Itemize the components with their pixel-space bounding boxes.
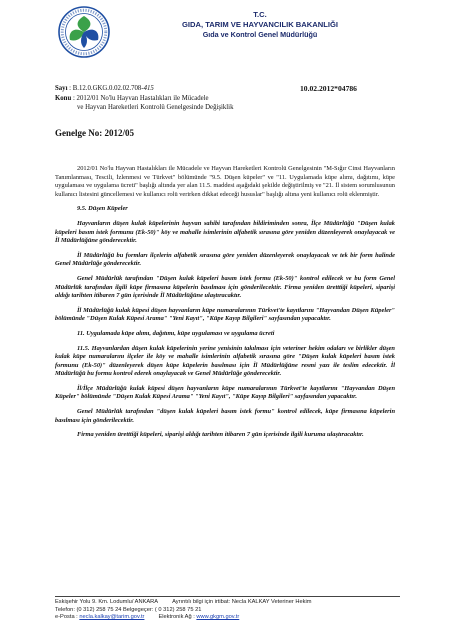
footer-eposta-label: e-Posta : xyxy=(55,614,80,621)
paragraph-2: İl Müdürlüğü bu formları ilçelerin alfabetik sırasına göre yeniden düzenleyerek onaylayacak ve tek bir form halinde Genel Müdürlüğe gönderecektir. xyxy=(55,251,395,268)
paragraph-7: Genel Müdürlük tarafından "düşen kulak küpeleri basım istek formu" kontrol edilecek, küpe firmasına küpelerin basılması için gönderilecektir. xyxy=(55,408,395,424)
paragraph-1: Hayvanların düşen kulak küpelerinin hayvan sahibi tarafından bildiriminden sonra, İlçe Müdürlüğü "Düşen kulak küpeleri basım istek formunu (Ek-50)" köy ve mahalle isimlerinin alfabetik sırasına göre yeniden düzenleyerek onaylayacak ve İl Müdürlüğüne gönderecektir. xyxy=(55,219,395,245)
konu-value-1: : 2012/01 No'lu Hayvan Hastalıkları ile Mücadele xyxy=(72,94,209,102)
document-date: 10.02.2012*04786 xyxy=(300,84,357,93)
konu-value-2: ve Hayvan Hareketleri Kontrolü Genelgesinde Değişiklik xyxy=(77,104,234,111)
sayi-label: Sayı xyxy=(55,85,68,92)
footer-contact: Ayrıntılı bilgi için irtibat: Necla KALKAY Veteriner Hekim xyxy=(172,599,312,605)
sayi-suffix: 415 xyxy=(143,85,154,92)
paragraph-4: İl Müdürlüğü kulak küpesi düşen hayvanların küpe numaralarının Türkvet'te kayıtlarını "Hayvandan Düşen Küpeler" bölümünde "Düşen Kulak Küpesi Arama" "Yeni Kayıt", "Küpe Kayıp Bilgileri" sayfasından yapacaktır. xyxy=(55,306,395,323)
letterhead-line-1: T.C. xyxy=(253,10,267,19)
section-heading-11: 11. Uygulamada küpe alımı, dağıtımı, küpe uygulaması ve uygulama ücreti xyxy=(77,329,275,337)
konu-label: Konu xyxy=(55,94,72,102)
letterhead xyxy=(110,10,410,40)
letterhead-line-2: GIDA, TARIM VE HAYVANCILIK BAKANLIĞI xyxy=(182,20,338,29)
paragraph-8: Firma yeniden üretttiği küpeleri, siparişi aldığı tarihten itibaren 7 gün içerisinde ilgili kuruma ulaştıracaktır. xyxy=(77,431,364,439)
page-title: Genelge No: 2012/05 xyxy=(55,128,134,138)
intro-paragraph: 2012/01 No'lu Hayvan Hastalıkları ile Mücadele ve Hayvan Hareketleri Kontrolü Genelgesinin "M-Sığır Cinsi Hayvanların Tanımlanması, Tescili, İzlenmesi ve Türkvet" bölümünde "9.5. Düşen küpeler" ve "11. Uygulamada küpe alımı, dağıtımı, küpe uygulaması ve uygulama ücreti" başlığı altında yer alan 11.5. maddesi aşağıdaki şekilde değiştirilmiş ve "21. İl sistem sorumlusunun kullanıcı listesini güncellemesi ve kullanıcı rolü verirken dikkat edeceği hususlar" başlığı altına yeni kullanıcı rolü eklenmiştir. xyxy=(55,165,395,198)
paragraph-6: İl/İlçe Müdürlüğü kulak küpesi düşen hayvanların küpe numaralarının Türkvet'te kayıtlarını "Hayvandan Düşen Küpeler" bölümünde "Düşen Kulak Küpesi Arama" "Yeni Kayıt", "Küpe Kayıp Bilgileri" sayfasından yapacaktır. xyxy=(55,384,395,401)
section-heading-9-5: 9.5. Düşen Küpeler xyxy=(77,205,128,213)
paragraph-3: Genel Müdürlük tarafından "Düşen kulak küpeleri basım istek formu (Ek-50)" kontrol edilecek ve bu form Genel Müdürlük tarafından ilgili küpe firmasına küpelerin basılması için gönderilecektir. Firma yeniden üretttiği küpeleri, siparişi aldığı tarihten itibaren 7 gün içerisinde İl Müdürlüğüne ulaştıracaktır. xyxy=(55,274,395,300)
footer-web-label: Elektronik Ağ : xyxy=(158,614,197,621)
sayi-value: : B.12.0.GKG.0.02.02.708- xyxy=(69,85,144,92)
ministry-logo xyxy=(58,6,110,58)
letterhead-line-3: Gıda ve Kontrol Genel Müdürlüğü xyxy=(202,30,318,39)
document-meta xyxy=(55,84,233,113)
footer-phone: Telefon: (0 312) 258 75 24 Belgegeçer: ( 0 312) 258 75 21 xyxy=(55,606,202,613)
document-body xyxy=(55,165,395,446)
footer-address: Eskişehir Yolu 9. Km. Lodumlu/ ANKARA xyxy=(55,599,159,605)
footer-email-link[interactable]: necla.kalkay@tarim.gov.tr xyxy=(79,614,145,621)
paragraph-5: 11.5. Hayvanlardan düşen kulak küpelerinin yerine yenisinin takılması için veteriner hekim odaları ve birlikler düşen kulak küpe numaralarını ilçeler ile köy ve mahalle isimlerinin alfabetik sırasına göre "Düşen kulak küpeleri basım istek formunu (Ek-50)" düzenleyerek düşen küpe küpelerin basılması için İl Müdürlüğüne resmi yazı ile teslim edecektir. İl Müdürlüğü bu formu kontrol ederek onaylayacak ve Genel Müdürlüğe gönderecektir. xyxy=(55,344,395,378)
page-footer xyxy=(55,596,400,622)
footer-web-link[interactable]: www.gkgm.gov.tr xyxy=(196,614,240,621)
